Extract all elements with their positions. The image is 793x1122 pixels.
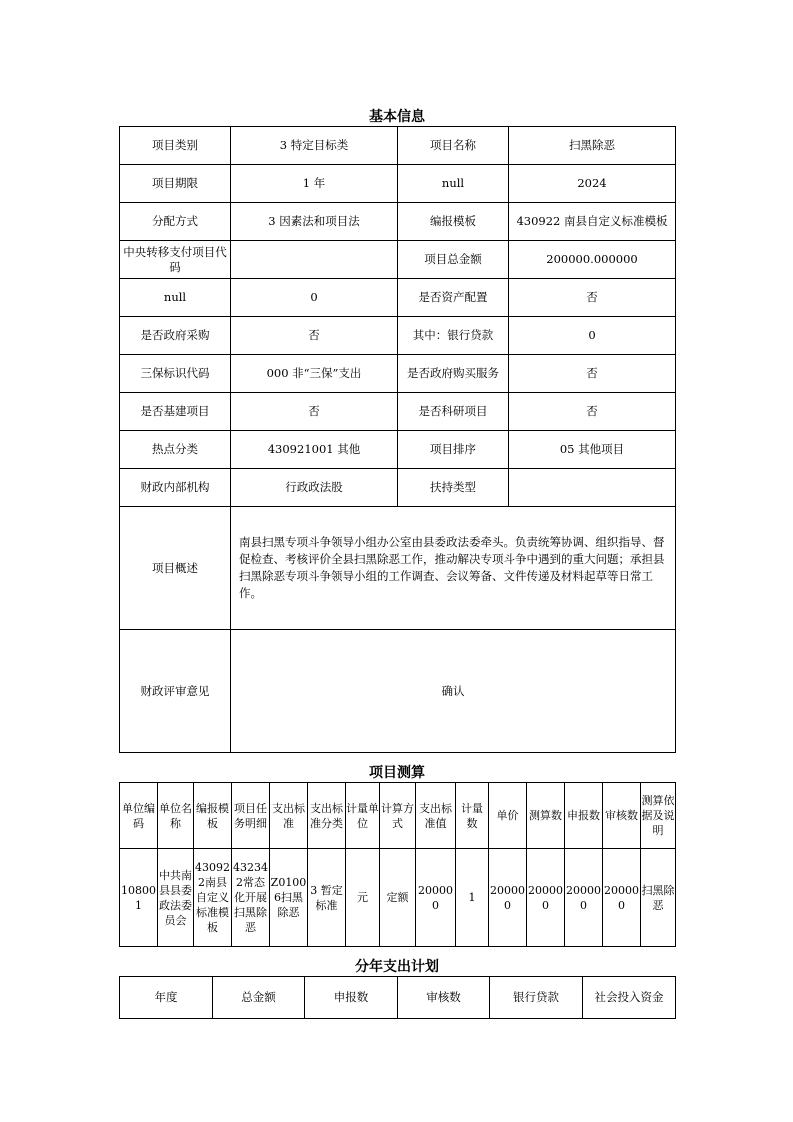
- review-label: 财政评审意见: [120, 630, 231, 753]
- calc-header-cell: 支出标准: [270, 783, 308, 849]
- calc-data-cell: 元: [346, 849, 380, 947]
- field-label: 项目类别: [120, 127, 231, 165]
- plan-header-cell: 银行贷款: [490, 977, 583, 1019]
- field-value: 否: [231, 317, 398, 355]
- calc-data-cell: 3 暂定标准: [308, 849, 346, 947]
- field-value: 否: [509, 355, 676, 393]
- plan-title: 分年支出计划: [355, 959, 439, 975]
- calc-data-cell: 1: [456, 849, 489, 947]
- field-label: 编报模板: [398, 203, 509, 241]
- calc-header-cell: 支出标准分类: [308, 783, 346, 849]
- basic-info-row: [120, 317, 676, 355]
- field-label: null: [398, 165, 509, 203]
- field-label: 分配方式: [120, 203, 231, 241]
- field-label: 项目总金额: [398, 241, 509, 279]
- calc-title: 项目测算: [369, 765, 425, 781]
- field-label: 是否科研项目: [398, 393, 509, 431]
- field-label: 财政内部机构: [120, 469, 231, 507]
- calc-data-cell: 430922南县自定义标准模板: [194, 849, 232, 947]
- calc-data-cell: 扫黑除恶: [641, 849, 676, 947]
- basic-info-row: [120, 203, 676, 241]
- overview-row: [120, 507, 676, 630]
- field-label: 其中：银行贷款: [398, 317, 509, 355]
- field-value: 否: [509, 279, 676, 317]
- field-label: 是否基建项目: [120, 393, 231, 431]
- calc-header-cell: 编报模板: [194, 783, 232, 849]
- plan-header-cell: 年度: [120, 977, 213, 1019]
- calc-data-cell: 定额: [380, 849, 416, 947]
- calc-header-cell: 项目任务明细: [232, 783, 270, 849]
- calc-header-row: [120, 783, 676, 849]
- field-value: 2024: [509, 165, 676, 203]
- basic-info-row: [120, 469, 676, 507]
- plan-header-cell: 审核数: [398, 977, 490, 1019]
- calc-data-cell: 200000: [603, 849, 641, 947]
- field-value: 3 特定目标类: [231, 127, 398, 165]
- field-value: [231, 241, 398, 279]
- field-label: 是否资产配置: [398, 279, 509, 317]
- plan-header-cell: 总金额: [213, 977, 305, 1019]
- overview-label: 项目概述: [120, 507, 231, 630]
- basic-info-row: [120, 355, 676, 393]
- field-value: 430921001 其他: [231, 431, 398, 469]
- field-value: 0: [231, 279, 398, 317]
- field-label: 热点分类: [120, 431, 231, 469]
- calc-header-cell: 单位名称: [158, 783, 194, 849]
- field-value: 行政政法股: [231, 469, 398, 507]
- field-value: 200000.000000: [509, 241, 676, 279]
- calc-header-cell: 计算方式: [380, 783, 416, 849]
- calc-data-cell: 432342常态化开展扫黑除恶: [232, 849, 270, 947]
- basic-info-row: [120, 241, 676, 279]
- calc-header-cell: 单价: [489, 783, 527, 849]
- field-label: 项目名称: [398, 127, 509, 165]
- calc-header-cell: 审核数: [603, 783, 641, 849]
- field-label: 三保标识代码: [120, 355, 231, 393]
- field-value: 1 年: [231, 165, 398, 203]
- field-label: 项目期限: [120, 165, 231, 203]
- calc-header-cell: 计量单位: [346, 783, 380, 849]
- field-value: 430922 南县自定义标准模板: [509, 203, 676, 241]
- field-value: 0: [509, 317, 676, 355]
- calc-header-cell: 测算依据及说明: [641, 783, 676, 849]
- field-label: 是否政府采购: [120, 317, 231, 355]
- review-row: [120, 630, 676, 753]
- basic-info-table: [119, 126, 676, 753]
- calc-data-cell: 200000: [416, 849, 456, 947]
- calc-data-cell: 200000: [527, 849, 565, 947]
- plan-header-cell: 申报数: [305, 977, 398, 1019]
- basic-info-row: [120, 279, 676, 317]
- field-value: 否: [509, 393, 676, 431]
- calc-header-cell: 支出标准值: [416, 783, 456, 849]
- field-value: 扫黑除恶: [509, 127, 676, 165]
- field-value: 否: [231, 393, 398, 431]
- field-label: 是否政府购买服务: [398, 355, 509, 393]
- calc-data-row: [120, 849, 676, 947]
- calc-data-cell: 108001: [120, 849, 158, 947]
- field-label: 项目排序: [398, 431, 509, 469]
- calc-data-cell: Z01006扫黑除恶: [270, 849, 308, 947]
- basic-info-row: [120, 165, 676, 203]
- basic-info-row: [120, 127, 676, 165]
- field-value: 05 其他项目: [509, 431, 676, 469]
- review-text: 确认: [231, 630, 676, 753]
- basic-info-row: [120, 431, 676, 469]
- calc-header-cell: 申报数: [565, 783, 603, 849]
- basic-info-title: 基本信息: [369, 109, 425, 125]
- calc-data-cell: 200000: [489, 849, 527, 947]
- calc-table: [119, 782, 676, 947]
- calc-data-cell: 中共南县县委政法委员会: [158, 849, 194, 947]
- calc-data-cell: 200000: [565, 849, 603, 947]
- basic-info-row: [120, 393, 676, 431]
- calc-header-cell: 测算数: [527, 783, 565, 849]
- plan-table: [119, 976, 676, 1019]
- field-value: 3 因素法和项目法: [231, 203, 398, 241]
- calc-header-cell: 计量数: [456, 783, 489, 849]
- field-label: 中央转移支付项目代码: [120, 241, 231, 279]
- field-value: 000 非“三保”支出: [231, 355, 398, 393]
- plan-header-row: [120, 977, 676, 1019]
- plan-header-cell: 社会投入资金: [583, 977, 676, 1019]
- field-label: null: [120, 279, 231, 317]
- overview-text: 南县扫黑专项斗争领导小组办公室由县委政法委牵头。负责统筹协调、组织指导、督促检查、考核评价全县扫黑除恶工作，推动解决专项斗争中遇到的重大问题；承担县扫黑除恶专项斗争领导小组的工作调查、会议筹备、文件传递及材料起草等日常工作。: [231, 507, 676, 630]
- field-value: [509, 469, 676, 507]
- calc-header-cell: 单位编码: [120, 783, 158, 849]
- field-label: 扶持类型: [398, 469, 509, 507]
